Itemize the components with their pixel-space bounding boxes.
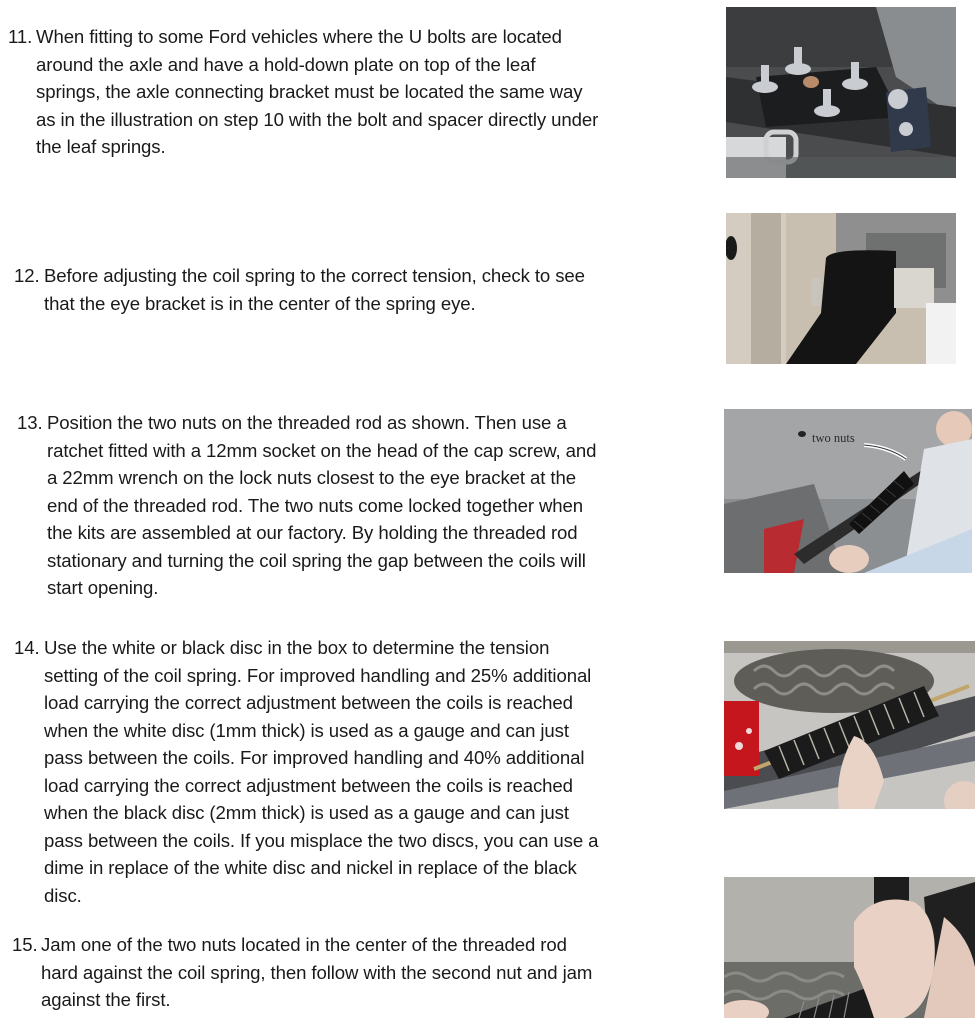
step-text-line: load carrying the correct adjustment between the coils is reached — [44, 774, 573, 796]
step-number: 11. — [8, 26, 33, 47]
photo-step-13-two-nuts — [724, 409, 972, 573]
step-text-line: pass between the coils. For improved handling and 40% additional — [44, 747, 585, 768]
photo-step-14-disc-gauge — [724, 641, 975, 809]
step-number: 13. — [17, 412, 43, 433]
step-text-line: end of the threaded rod. The two nuts come locked together when — [47, 494, 584, 516]
step-text-line: Position the two nuts on the threaded rod as shown. Then use a — [47, 412, 567, 433]
step-number: 14. — [14, 637, 40, 658]
step-text-line: start opening. — [47, 577, 159, 598]
photo-step-11-bracket — [726, 7, 956, 178]
photo-step-15-jam-nuts — [724, 877, 975, 1018]
step-text-line: when the black disc (2mm thick) is used as a gauge and can just — [44, 802, 569, 823]
step-text-line: disc. — [44, 884, 82, 906]
step-text-line: When fitting to some Ford vehicles where the U bolts are located — [36, 26, 562, 47]
step-text-line: load carrying the correct adjustment between the coils is reached — [44, 692, 573, 713]
step-text-line: setting of the coil spring. For improved handling and 25% additional — [44, 664, 592, 686]
step-text-line: a 22mm wrench on the lock nuts closest to the eye bracket at the — [47, 467, 576, 488]
step-number: 12. — [14, 265, 40, 286]
step-text-line: Before adjusting the coil spring to the correct tension, check to see — [44, 265, 585, 286]
step-text-line: when the white disc (1mm thick) is used as a gauge and can just — [44, 719, 569, 741]
step-text-line: as in the illustration on step 10 with the bolt and spacer directly under — [36, 108, 599, 130]
step-text-line: springs, the axle connecting bracket must be located the same way — [36, 81, 583, 102]
step-number: 15. — [12, 934, 38, 955]
step-text-line: hard against the coil spring, then follow with the second nut and jam — [41, 961, 593, 983]
photo-step-12-eye-bracket — [726, 213, 956, 364]
step-text-line: ratchet fitted with a 12mm socket on the head of the cap screw, and — [47, 439, 597, 461]
step-text-line: pass between the coils. If you misplace the two discs, you can use a — [44, 829, 599, 851]
step-text-line: Use the white or black disc in the box to determine the tension — [44, 637, 550, 658]
step-text-line: stationary and turning the coil spring the gap between the coils will — [47, 549, 586, 571]
step-text-line: the kits are assembled at our factory. By holding the threaded rod — [47, 522, 578, 543]
step-text-line: that the eye bracket is in the center of the spring eye. — [44, 292, 476, 314]
photo-caption-two-nuts: two nuts — [812, 431, 855, 445]
step-text-line: against the first. — [41, 989, 171, 1010]
step-text-line: around the axle and have a hold-down plate on top of the leaf — [36, 53, 536, 75]
step-text-line: the leaf springs. — [36, 136, 166, 157]
step-text-line: dime in replace of the white disc and nickel in replace of the black — [44, 857, 577, 878]
step-text-line: Jam one of the two nuts located in the center of the threaded rod — [41, 934, 567, 955]
